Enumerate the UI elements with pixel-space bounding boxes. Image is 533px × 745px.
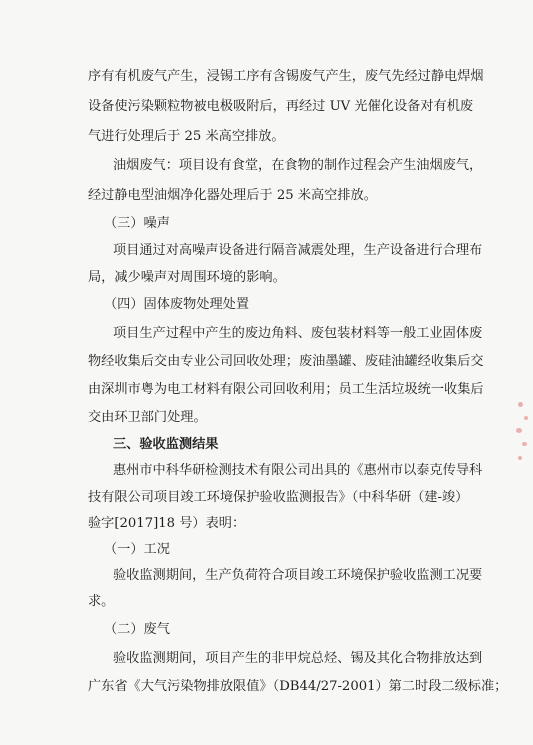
body-line: 验收监测期间，生产负荷符合项目竣工环境保护验收监测工况要: [113, 568, 483, 583]
body-line: 交由环卫部门处理。: [88, 410, 207, 425]
section-heading: （四）固体废物处理处置: [104, 297, 250, 312]
chapter-heading: 三、验收监测结果: [113, 437, 219, 452]
section-heading: （二）废气: [104, 622, 170, 637]
body-line: 经过静电型油烟净化器处理后于 25 米高空排放。: [88, 188, 377, 203]
body-line: 广东省《大气污染物排放限值》（DB44/27-2001）第二时段二级标准；: [88, 679, 508, 694]
section-heading: （一）工况: [104, 542, 170, 557]
section-heading: （三）噪声: [104, 216, 170, 231]
body-line: 物经收集后交由专业公司回收处理；废油墨罐、废硅油罐经收集后交: [88, 354, 484, 369]
body-line: 项目通过对高噪声设备进行隔音减震处理，生产设备进行合理布: [113, 243, 483, 258]
body-line: 技有限公司项目竣工环境保护验收监测报告》（中科华研（建-竣）: [88, 490, 469, 505]
body-line: 气进行处理后于 25 米高空排放。: [88, 129, 285, 144]
body-line: 序有有机废气产生，浸锡工序有含锡废气产生，废气先经过静电焊烟: [88, 69, 484, 84]
body-line: 由深圳市粤为电工材料有限公司回收利用；员工生活垃圾统一收集后: [88, 382, 484, 397]
body-line: 局，减少噪声对周围环境的影响。: [88, 270, 286, 285]
seal-stamp-fragment: [512, 398, 532, 468]
body-line: 项目生产过程中产生的废边角料、废包装材料等一般工业固体废: [113, 326, 483, 341]
body-line: 验收监测期间，项目产生的非甲烷总烃、锡及其化合物排放达到: [113, 651, 483, 666]
body-line: 惠州市中科华研检测技术有限公司出具的《惠州市以泰克传导科: [113, 463, 483, 478]
body-line: 验字[2017]18 号）表明：: [88, 516, 246, 531]
body-line: 求。: [88, 594, 115, 609]
body-line: 设备使污染颗粒物被电极吸附后，再经过 UV 光催化设备对有机废: [88, 99, 474, 114]
body-line: 油烟废气：项目设有食堂，在食物的制作过程会产生油烟废气，: [113, 158, 483, 173]
